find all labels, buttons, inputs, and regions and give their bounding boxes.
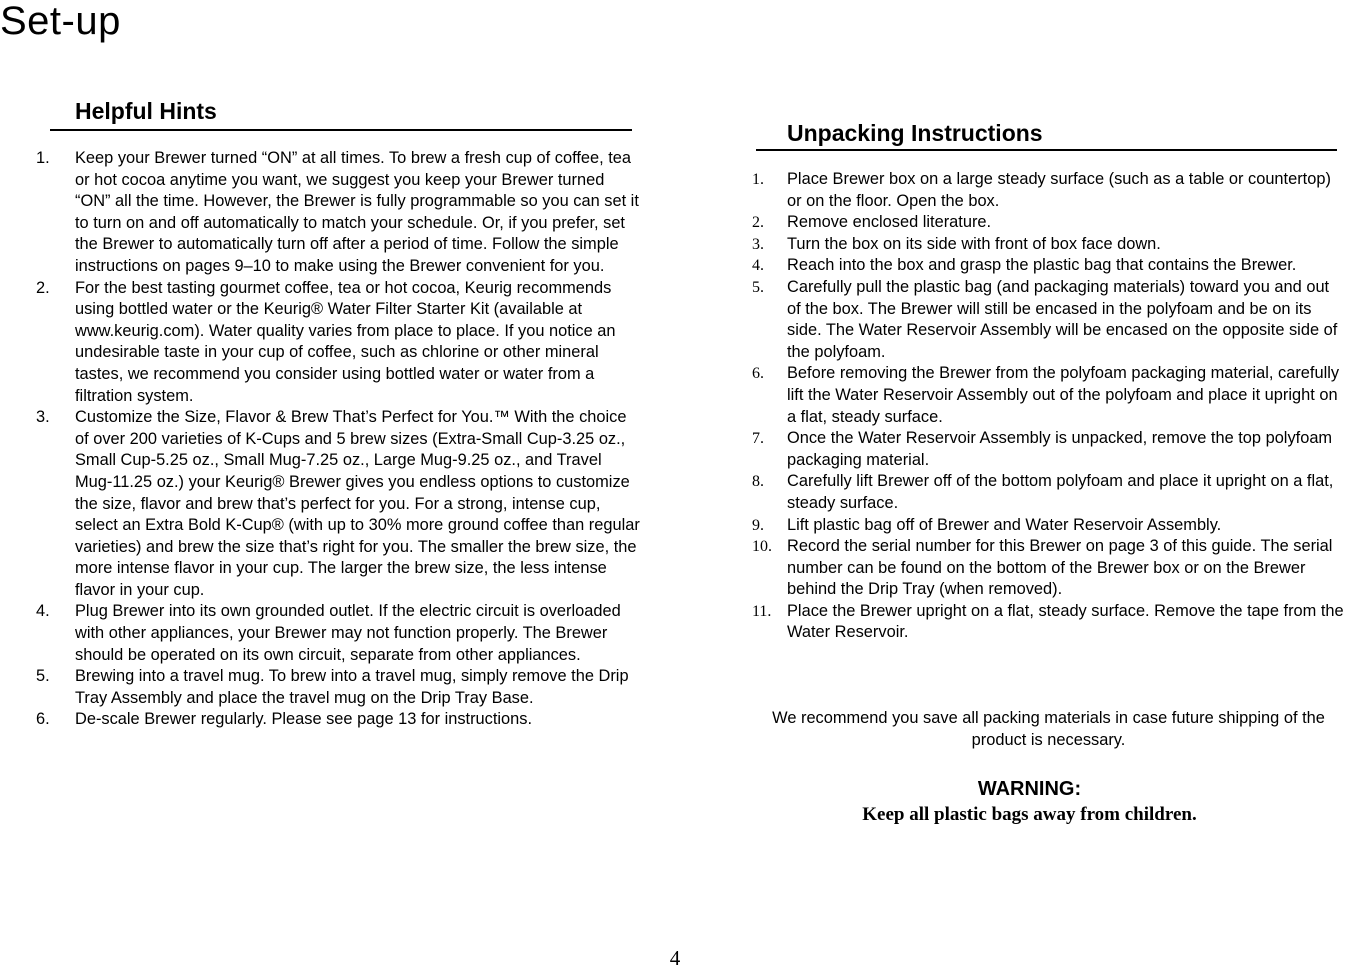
unpacking-item xyxy=(752,428,1345,471)
hint-text: Brewing into a travel mug. To brew into a travel mug, simply remove the Drip Tray Assembly and place the travel mug on the Drip Tray Base. xyxy=(75,667,629,707)
helpful-hints-heading: Helpful Hints xyxy=(75,98,217,124)
unpacking-text: Record the serial number for this Brewer on page 3 of this guide. The serial number can be found on the bottom of the Brewer box or on the Brewer behind the Drip Tray (when removed). xyxy=(787,537,1333,599)
helpful-hints-divider xyxy=(50,129,632,131)
warning-title: WARNING: xyxy=(977,778,1082,800)
unpacking-divider xyxy=(756,149,1337,151)
page-number: 4 xyxy=(669,946,681,970)
unpacking-text: Remove enclosed literature. xyxy=(787,213,992,232)
hint-text: De-scale Brewer regularly. Please see page 13 for instructions. xyxy=(75,710,533,729)
unpacking-item xyxy=(752,471,1345,514)
unpacking-item xyxy=(752,536,1345,601)
hint-item xyxy=(36,666,640,709)
unpacking-item xyxy=(752,212,1345,234)
unpacking-number: 4. xyxy=(752,257,764,275)
unpacking-text: Carefully lift Brewer off of the bottom polyfoam and place it upright on a flat, steady surface. xyxy=(787,472,1334,512)
hint-number: 1. xyxy=(36,149,50,167)
unpacking-item xyxy=(752,277,1345,363)
unpacking-number: 8. xyxy=(752,473,764,491)
packing-recommendation: We recommend you save all packing materials in case future shipping of the product is necessary. xyxy=(772,709,1325,749)
page-title: Set-up xyxy=(0,0,121,43)
unpacking-item xyxy=(752,363,1345,428)
unpacking-heading: Unpacking Instructions xyxy=(787,120,1043,146)
unpacking-text: Once the Water Reservoir Assembly is unpacked, remove the top polyfoam packaging material. xyxy=(787,429,1333,469)
unpacking-text: Place the Brewer upright on a flat, steady surface. Remove the tape from the Water Reservoir. xyxy=(787,601,1344,642)
warning-text: Keep all plastic bags away from children. xyxy=(862,804,1197,825)
unpacking-number: 9. xyxy=(752,516,764,534)
hint-item xyxy=(36,709,640,731)
unpacking-list xyxy=(752,169,1345,644)
unpacking-number: 7. xyxy=(752,430,764,448)
unpacking-text: Turn the box on its side with front of box face down. xyxy=(787,234,1161,253)
helpful-hints-list xyxy=(36,148,640,731)
unpacking-number: 11. xyxy=(752,602,772,620)
unpacking-item xyxy=(752,255,1345,277)
unpacking-item xyxy=(752,234,1345,256)
unpacking-number: 3. xyxy=(752,235,764,253)
unpacking-text: Lift plastic bag off of Brewer and Water Reservoir Assembly. xyxy=(787,515,1222,534)
hint-number: 5. xyxy=(36,667,50,686)
hint-text: Keep your Brewer turned “ON” at all times. To brew a fresh cup of coffee, tea or hot cocoa anytime you want, we suggest you keep your Brewer turned “ON” all the time. However, the Brewer is fully programmable so you can set it to turn on and off automatically to match your schedule. Or, if you prefer, set the Brewer to automatically turn off after a period of time. Follow the simple instructions on pages 9–10 to make using the Brewer convenient for you. xyxy=(75,149,639,275)
hint-item xyxy=(36,148,640,278)
hint-item xyxy=(36,278,640,408)
hint-text: Customize the Size, Flavor & Brew That’s Perfect for You.™ With the choice of over 200 varieties of K-Cups and 5 brew sizes (Extra-Small Cup-3.25 oz., Small Cup-5.25 oz., Small Mug-7.25 oz., Large Mug-9.25 oz., and Travel Mug-11.25 oz.) your Keurig® Brewer gives you endless options to customize the size, flavor and brew that’s perfect for you. For a strong, intense cup, select an Extra Bold K-Cup® (with up to 30% more ground coffee than regular varieties) and brew the size that’s right for you. The smaller the brew size, the more intense flavor in your cup. The larger the brew size, the less intense flavor in your cup. xyxy=(75,408,640,599)
hint-number: 3. xyxy=(36,408,50,427)
unpacking-item xyxy=(752,515,1345,537)
unpacking-number: 10. xyxy=(752,538,772,556)
unpacking-text: Before removing the Brewer from the polyfoam packaging material, carefully lift the Water Reservoir Assembly out of the polyfoam and place it upright on a flat, steady surface. xyxy=(787,364,1340,426)
unpacking-number: 2. xyxy=(752,214,764,232)
hint-item xyxy=(36,407,640,601)
unpacking-number: 1. xyxy=(752,171,764,188)
unpacking-text: Reach into the box and grasp the plastic bag that contains the Brewer. xyxy=(787,256,1297,275)
hint-number: 6. xyxy=(36,710,50,729)
hint-text: Plug Brewer into its own grounded outlet. If the electric circuit is overloaded with other appliances, your Brewer may not function properly. The Brewer should be operated on its own circuit, separate from other appliances. xyxy=(75,602,621,664)
hint-text: For the best tasting gourmet coffee, tea or hot cocoa, Keurig recommends using bottled water or the Keurig® Water Filter Starter Kit (available at www.keurig.com). Water quality varies from place to place. If you notice an undesirable taste in your cup of coffee, such as chlorine or other mineral tastes, we recommend you consider using bottled water or water from a filtration system. xyxy=(75,278,616,405)
unpacking-item xyxy=(752,169,1345,212)
unpacking-item xyxy=(752,601,1345,644)
hint-item xyxy=(36,601,640,666)
unpacking-text: Carefully pull the plastic bag (and packaging materials) toward you and out of the box. The Brewer will still be encased in the polyfoam and be on its side. The Water Reservoir Assembly will be encased on the opposite side of the polyfoam. xyxy=(787,277,1338,361)
hint-number: 2. xyxy=(36,278,50,297)
unpacking-number: 5. xyxy=(752,278,764,296)
hint-number: 4. xyxy=(36,602,50,621)
unpacking-number: 6. xyxy=(752,365,764,383)
unpacking-text: Place Brewer box on a large steady surface (such as a table or countertop) or on the floor. Open the box. xyxy=(787,170,1331,210)
